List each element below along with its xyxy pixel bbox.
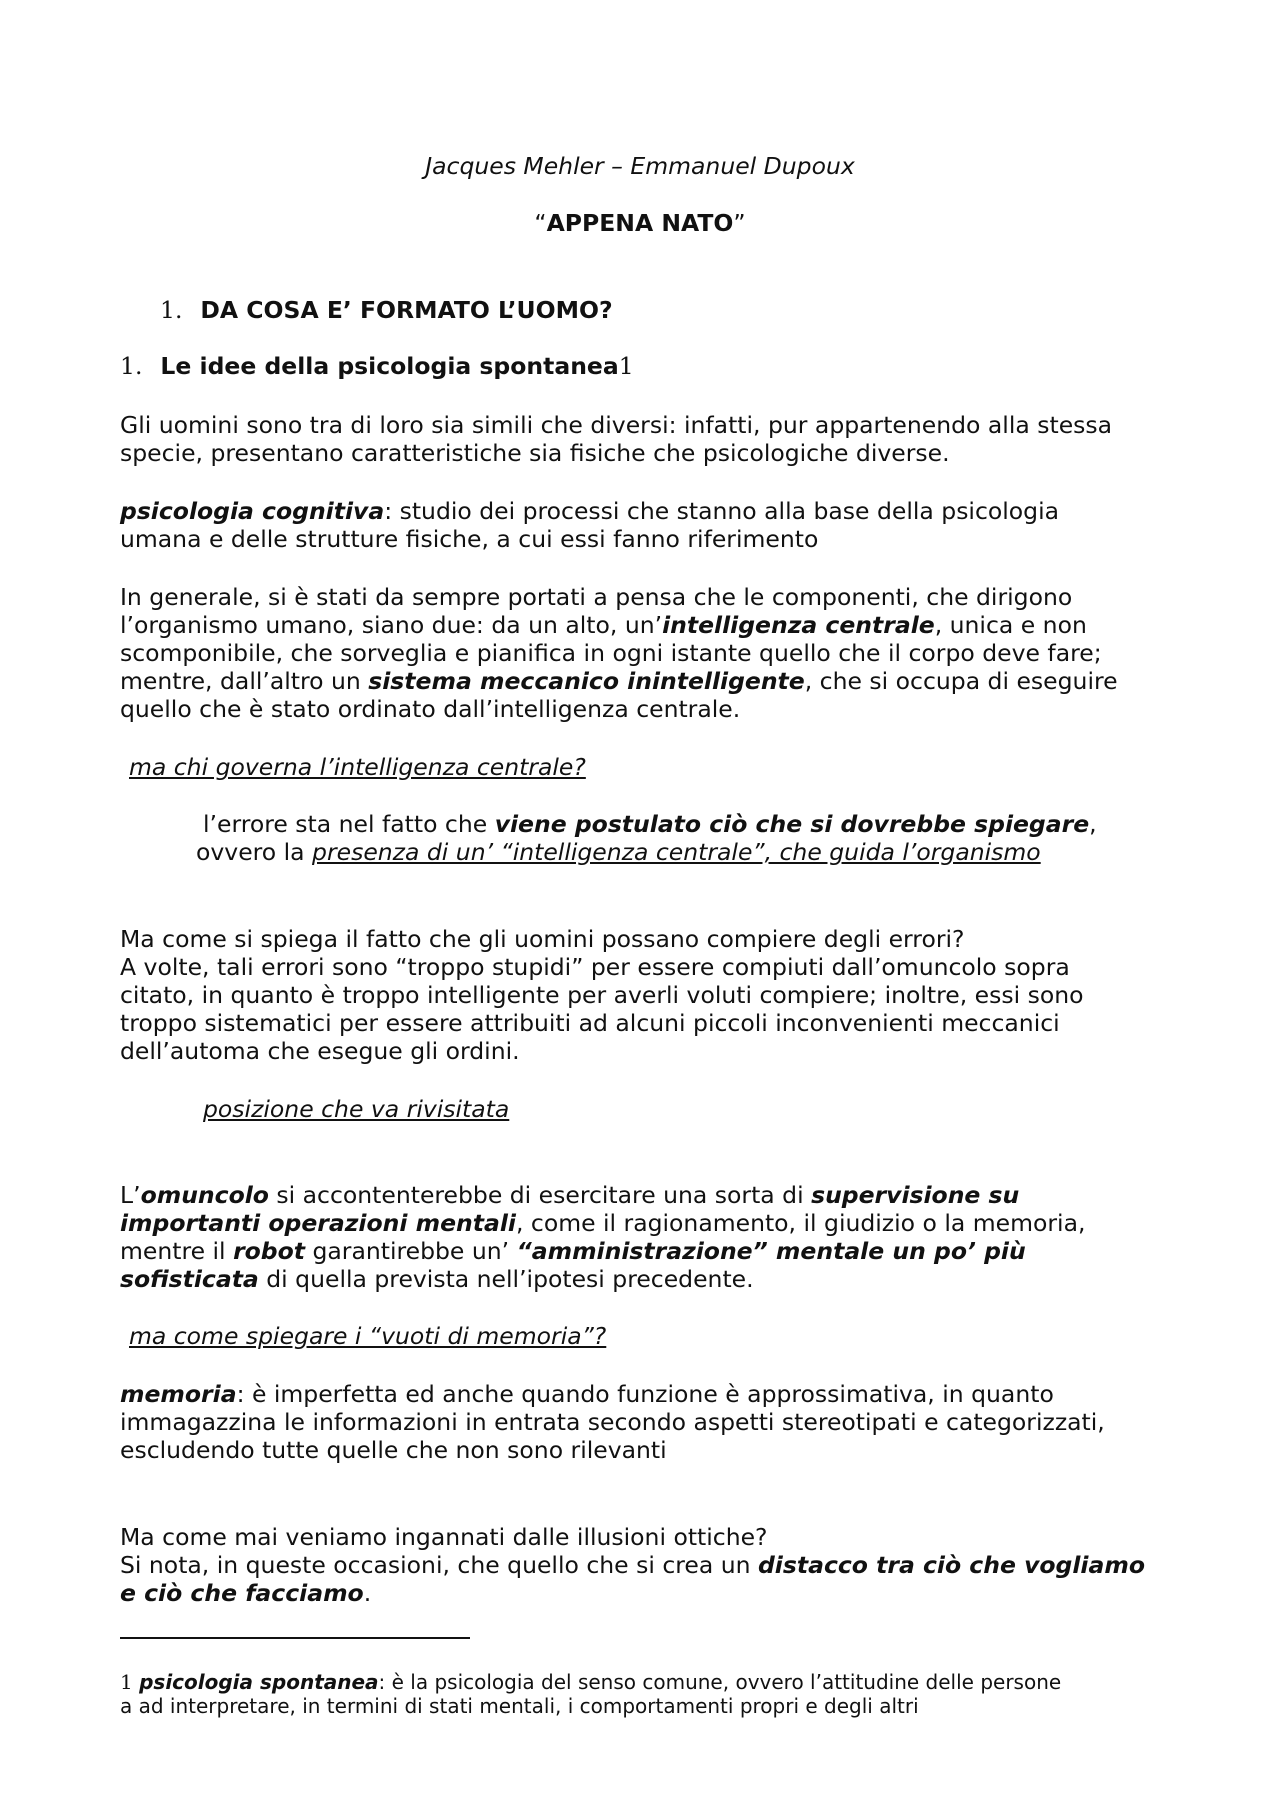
term-memoria: memoria — [120, 1380, 237, 1408]
paragraph-line: immagazzina le informazioni in entrata secondo aspetti stereotipati e categorizzati, — [120, 1408, 1105, 1436]
document-title — [0, 209, 1280, 237]
text-span: . — [363, 1579, 372, 1607]
paragraph-line — [120, 1380, 1054, 1408]
paragraph-line: quello che è stato ordinato dall’intelligenza centrale. — [120, 695, 741, 723]
paragraph-line — [120, 1237, 1026, 1265]
paragraph-line: dell’automa che esegue gli ordini. — [120, 1037, 520, 1065]
paragraph-line: troppo sistematici per essere attribuiti ad alcuni piccoli inconvenienti meccanici — [120, 1009, 1060, 1037]
paragraph-line: Ma come mai veniamo ingannati dalle illusioni ottiche? — [120, 1523, 768, 1551]
emphasis-amministrazione: “amministrazione” mentale un po’ più — [516, 1237, 1026, 1265]
question-line: ma chi governa l’intelligenza centrale? — [129, 753, 586, 781]
emphasis-sistema-meccanico: sistema meccanico inintelligente — [368, 667, 805, 695]
emphasis-supervisione: supervisione su — [811, 1181, 1020, 1209]
paragraph-line — [120, 1579, 371, 1607]
section-heading — [120, 352, 634, 380]
paragraph-line: Ma come si spiega il fatto che gli uomini possano compiere degli errori? — [120, 925, 965, 953]
chapter-heading — [160, 296, 613, 324]
text-span: mentre, dall’altro un — [120, 667, 369, 695]
text-span: , — [1089, 810, 1097, 838]
paragraph-line — [120, 667, 1118, 695]
text-span: si accontenterebbe di esercitare una sorta di — [268, 1181, 812, 1209]
chapter-title: DA COSA E’ FORMATO L’UOMO? — [200, 296, 613, 324]
paragraph-line — [120, 497, 1059, 525]
text-span: di quella prevista nell’ipotesi precedente. — [258, 1265, 754, 1293]
emphasis-operazioni-mentali: importanti operazioni mentali — [120, 1209, 516, 1237]
paragraph-line — [120, 1551, 1145, 1579]
footnote-term: psicologia spontanea — [139, 1670, 379, 1694]
question-line: ma come spiegare i “vuoti di memoria”? — [129, 1322, 607, 1350]
footnote-separator — [120, 1637, 470, 1639]
paragraph-line — [120, 1209, 1085, 1237]
chapter-number: 1. — [160, 296, 183, 324]
emphasis-facciamo: e ciò che facciamo — [120, 1579, 364, 1607]
paragraph-line: specie, presentano caratteristiche sia fisiche che psicologiche diverse. — [120, 439, 950, 467]
paragraph-line: Gli uomini sono tra di loro sia simili che diversi: infatti, pur appartenendo alla stessa — [120, 411, 1113, 439]
footnote-line: a ad interpretare, in termini di stati mentali, i comportamenti propri e degli altri — [120, 1694, 919, 1718]
text-span: , che si occupa di eseguire — [804, 667, 1118, 695]
paragraph-line — [120, 1265, 754, 1293]
question-line: posizione che va rivisitata — [203, 1095, 510, 1123]
paragraph-line — [120, 1181, 1019, 1209]
text-span: garantirebbe un’ — [305, 1237, 517, 1265]
text-span: Si nota, in queste occasioni, che quello che si crea un — [120, 1551, 758, 1579]
text-span: mentre il — [120, 1237, 234, 1265]
text-span: , come il ragionamento, il giudizio o la memoria, — [515, 1209, 1086, 1237]
emphasis-omuncolo: omuncolo — [140, 1181, 269, 1209]
emphasis-intelligenza-centrale: intelligenza centrale — [662, 611, 935, 639]
emphasis-postulato: viene postulato ciò che si dovrebbe spiegare — [494, 810, 1090, 838]
paragraph-line — [196, 838, 1041, 866]
footnote-reference[interactable]: 1 — [618, 352, 634, 380]
paragraph-line: escludendo tutte quelle che non sono rilevanti — [120, 1436, 667, 1464]
emphasis-sofisticata: sofisticata — [120, 1265, 259, 1293]
paragraph-line: In generale, si è stati da sempre portati a pensa che le componenti, che dirigono — [120, 583, 1073, 611]
text-span: : è la psicologia del senso comune, ovvero l’attitudine delle persone — [378, 1670, 1062, 1694]
paragraph-line: A volte, tali errori sono “troppo stupidi” per essere compiuti dall’omuncolo sopra — [120, 953, 1070, 981]
text-span: : è imperfetta ed anche quando funzione è approssimativa, in quanto — [236, 1380, 1054, 1408]
text-span: ovvero la — [196, 838, 313, 866]
footnote-line — [120, 1670, 1061, 1694]
emphasis-robot: robot — [233, 1237, 305, 1265]
title-close-quote: ” — [733, 209, 746, 237]
section-number: 1. — [120, 352, 143, 380]
term-psicologia-cognitiva: psicologia cognitiva — [120, 497, 385, 525]
section-title: Le idee della psicologia spontanea — [160, 352, 619, 380]
paragraph-line: scomponibile, che sorveglia e pianifica in ogni istante quello che il corpo deve fare; — [120, 639, 1102, 667]
paragraph-line: citato, in quanto è troppo intelligente per averli voluti compiere; inoltre, essi sono — [120, 981, 1084, 1009]
text-span: , unica e non — [934, 611, 1087, 639]
text-span: : studio dei processi che stanno alla base della psicologia — [384, 497, 1060, 525]
emphasis-distacco: distacco tra ciò che vogliamo — [757, 1551, 1145, 1579]
text-span: l’errore sta nel fatto che — [203, 810, 495, 838]
paragraph-line: umana e delle strutture fisiche, a cui essi fanno riferimento — [120, 525, 819, 553]
paragraph-line — [120, 611, 1087, 639]
footnote-number: 1 — [120, 1670, 133, 1694]
text-span: l’organismo umano, siano due: da un alto, un’ — [120, 611, 663, 639]
text-span: L’ — [120, 1181, 141, 1209]
document-authors: Jacques Mehler – Emmanuel Dupoux — [425, 152, 855, 180]
emphasis-intelligenza-guida: presenza di un’ “intelligenza centrale”, che guida l’organismo — [312, 838, 1041, 866]
title-open-quote: “ — [534, 209, 547, 237]
paragraph-line — [203, 810, 1097, 838]
title-text: APPENA NATO — [546, 209, 734, 237]
